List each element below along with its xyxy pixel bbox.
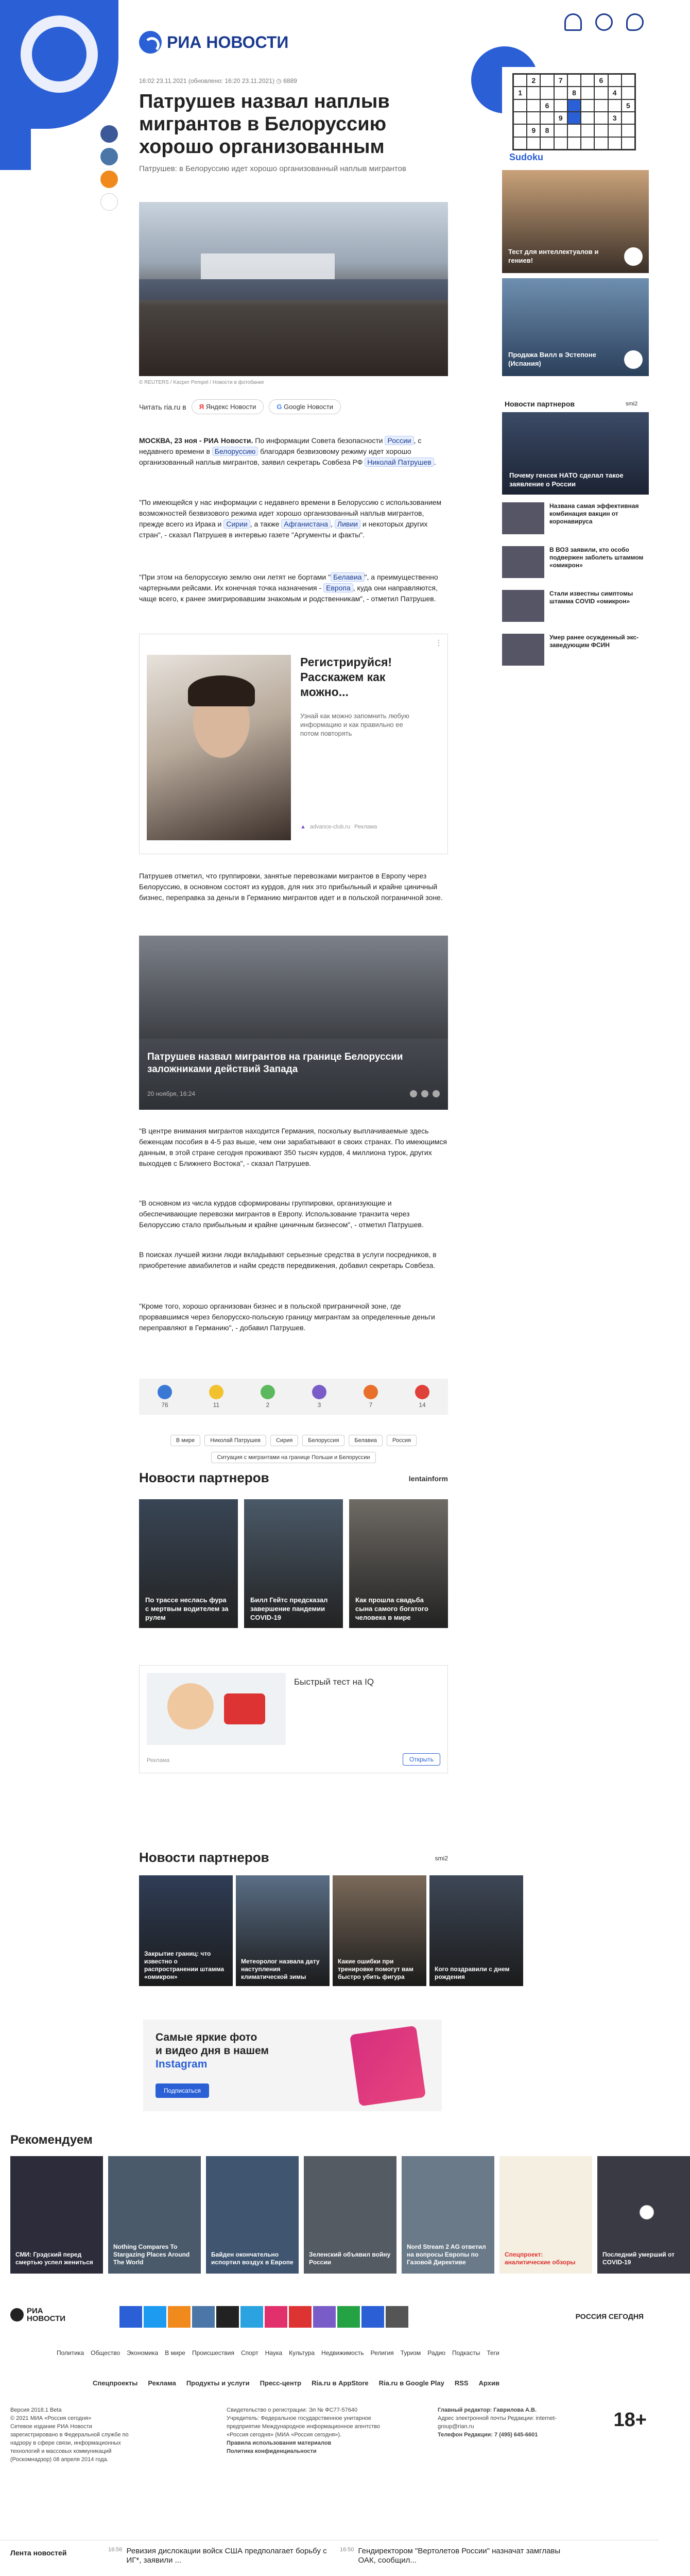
ria-logo-icon xyxy=(139,31,162,54)
sudoku-cell xyxy=(622,74,635,87)
sudoku-cell: 3 xyxy=(608,112,622,124)
sudoku-cell xyxy=(594,99,608,112)
google-news-label: Google Новости xyxy=(284,403,333,411)
sidebar-card-caption: Тест для интеллектуалов и гениев! xyxy=(508,248,599,264)
sudoku-cell xyxy=(594,87,608,99)
sudoku-cell xyxy=(622,124,635,137)
inline-tag-libya[interactable]: Ливии xyxy=(335,519,360,529)
sudoku-cell xyxy=(527,87,540,99)
ticker-text: Ревизия дислокации войск США предполагает борьбу с ИГ*, заявили ... xyxy=(126,2547,327,2565)
reaction-button[interactable] xyxy=(312,1385,326,1409)
partner-news-card[interactable] xyxy=(139,1499,238,1628)
sudoku-cell: 4 xyxy=(608,87,622,99)
sudoku-cell xyxy=(622,87,635,99)
reaction-count: 14 xyxy=(419,1401,426,1409)
sudoku-cell xyxy=(554,124,567,137)
footer-nav-link[interactable]: Теги xyxy=(487,2349,499,2357)
partners2-title: Новости партнеров xyxy=(139,1850,269,1865)
sudoku-cell: 8 xyxy=(540,124,554,137)
article-paragraph-8: "Кроме того, хорошо организован бизнес и в польской приграничной зоне, где прорвавшимся через белорусско-польскую границу мигрантам за определенные деньги переправляют в Германию", - добавил Патрушев. xyxy=(139,1302,435,1332)
recommend-card[interactable] xyxy=(402,2156,494,2274)
footer-nav-link[interactable]: Политика xyxy=(57,2349,84,2357)
article-paragraph-1 xyxy=(139,435,448,468)
tag-item[interactable]: Белавиа xyxy=(349,1435,383,1446)
sudoku-cell xyxy=(581,112,594,124)
sudoku-cell: 8 xyxy=(567,87,581,99)
article-main-photo xyxy=(139,202,448,376)
partner-news-caption: Билл Гейтс предсказал завершение пандемии COVID-19 xyxy=(250,1596,328,1621)
footer-nav-link[interactable]: Религия xyxy=(370,2349,394,2357)
social-link-icon[interactable] xyxy=(386,2306,408,2328)
sudoku-ad[interactable] xyxy=(502,67,641,165)
sudoku-cell: 2 xyxy=(527,74,540,87)
sidebar-news-item[interactable] xyxy=(502,546,649,578)
header-icons xyxy=(564,13,644,31)
sudoku-cell xyxy=(554,137,567,149)
instagram-promo-text xyxy=(156,2031,269,2071)
ad-photo xyxy=(147,655,291,840)
google-news-button[interactable]: G Google Новости xyxy=(269,399,341,414)
footer-nav2-link[interactable]: Ria.ru в AppStore xyxy=(312,2379,369,2387)
inline-ad[interactable] xyxy=(139,634,448,854)
chat-icon[interactable] xyxy=(626,13,644,31)
sudoku-cell xyxy=(554,87,567,99)
reaction-emoji-icon xyxy=(209,1385,223,1399)
brand-decoration-ring xyxy=(21,15,98,93)
tag-item[interactable]: Белоруссия xyxy=(302,1435,344,1446)
sudoku-cell: 9 xyxy=(554,112,567,124)
social-link-icon[interactable] xyxy=(119,2306,142,2328)
iq-ad-image xyxy=(147,1673,286,1745)
smi2-logo[interactable]: smi2 xyxy=(435,1855,448,1862)
tag-list xyxy=(139,1435,448,1446)
footer-nav-link[interactable]: Экономика xyxy=(127,2349,159,2357)
reaction-count: 76 xyxy=(161,1401,168,1409)
sidebar-lead-news[interactable] xyxy=(502,412,649,495)
sidebar-news-text: В ВОЗ заявили, кто особо подвержен заболеть штаммом «омикрон» xyxy=(549,546,644,569)
instagram-line: и видео дня в нашем xyxy=(156,2045,269,2057)
age-rating: 18+ xyxy=(613,2409,647,2431)
footer-rules-link[interactable]: Правила использования материалов xyxy=(227,2440,332,2446)
sidebar-ad-card[interactable] xyxy=(502,170,649,273)
reaction-button[interactable] xyxy=(415,1385,429,1409)
partner-news-caption: Как прошла свадьба сына самого богатого человека в мире xyxy=(355,1596,428,1621)
sudoku-cell xyxy=(594,112,608,124)
sudoku-cell xyxy=(581,74,594,87)
iq-ad-label: Реклама xyxy=(147,1757,170,1764)
sudoku-cell: 6 xyxy=(594,74,608,87)
partner-news-caption: Закрытие границ: что известно о распространении штамма «омикрон» xyxy=(144,1950,225,1980)
sidebar-news-thumb xyxy=(502,590,544,622)
sudoku-title: Sudoku xyxy=(509,152,543,162)
sidebar-smi2-logo[interactable]: smi2 xyxy=(626,401,638,407)
sudoku-cell xyxy=(608,74,622,87)
text-span: благодаря безвизовому режиму идет хорошо организованный наплыв мигрантов, заявил секретарь Совбеза РФ xyxy=(139,447,411,466)
ticker-label[interactable]: Лента новостей xyxy=(10,2549,67,2557)
footer-nav-link[interactable]: Спорт xyxy=(241,2349,258,2357)
sudoku-grid xyxy=(512,73,636,150)
sudoku-cell xyxy=(527,137,540,149)
article-paragraph-3 xyxy=(139,572,448,604)
sidebar-news-thumb xyxy=(502,546,544,578)
ticker-item-2[interactable] xyxy=(340,2547,561,2565)
sudoku-cell xyxy=(540,137,554,149)
sudoku-cell xyxy=(540,74,554,87)
partner-news-card[interactable] xyxy=(349,1499,448,1628)
footer-nav2-link[interactable]: Архив xyxy=(478,2379,499,2387)
inline-tag-belavia[interactable]: Белавиа xyxy=(331,572,365,582)
sudoku-cell xyxy=(581,99,594,112)
user-icon[interactable] xyxy=(564,13,582,31)
partners-title: Новости партнеров xyxy=(139,1470,269,1485)
reaction-emoji-icon xyxy=(364,1385,378,1399)
recommend-caption: Байден окончательно испортил воздух в Европе xyxy=(211,2251,294,2266)
ticker-text: Гендиректором "Вертолетов России" назначат замглавы ОАК, сообщил... xyxy=(358,2547,561,2565)
footer-nav-link[interactable]: Наука xyxy=(265,2349,283,2357)
sudoku-cell xyxy=(527,112,540,124)
article-paragraph-7: В поисках лучшей жизни люди вкладывают серьезные средства в услуги посредников, в приобретение авиабилетов и найм средств передвижения, добавил секретарь Совбеза. xyxy=(139,1250,437,1269)
footer-founder: Учредитель: Федеральное государственное унитарное предприятие Международное информационное агентство «Россия сегодня» (МИА «Россия сегодня»). xyxy=(227,2415,380,2438)
recommend-caption: СМИ: Грэдский перед смертью успел жениться xyxy=(15,2251,93,2266)
recommend-caption: Nord Stream 2 AG ответил на вопросы Европы по Газовой Директиве xyxy=(407,2243,486,2266)
inline-tag-russia[interactable]: России xyxy=(385,436,413,445)
sudoku-cell xyxy=(608,137,622,149)
text-span: , куда они направляются, чаще всего, к ранее эмигрировавшим знакомым и родственникам", - отметил Патрушев. xyxy=(139,584,438,603)
footer-editor: Главный редактор: Гаврилова А.В. xyxy=(438,2407,537,2413)
sidebar-card-caption: Продажа Вилл в Эстепоне (Испания) xyxy=(508,351,596,367)
sudoku-cell: 7 xyxy=(554,74,567,87)
recommend-card[interactable] xyxy=(108,2156,201,2274)
inline-tag-europe[interactable]: Европа xyxy=(323,583,353,592)
footer-nav xyxy=(57,2349,602,2357)
instagram-line: Instagram xyxy=(156,2058,208,2070)
article-paragraph-2 xyxy=(139,497,448,540)
footer-nav-link[interactable]: В мире xyxy=(165,2349,185,2357)
reaction-button[interactable] xyxy=(158,1385,172,1409)
article-paragraph-5: "В центре внимания мигрантов находится Германия, поскольку выплачиваемые здесь беженцам пособия в 4-5 раз выше, чем они зарабатывают в своих странах. По имеющимся данным, в этой стране сегодня проживают 350 тысяч курдов, 4 миллиона турок, других выходцев с Ближнего Востока", - сказал Патрушев. xyxy=(139,1127,447,1167)
footer-nav2-link[interactable]: RSS xyxy=(454,2379,469,2387)
sudoku-cell xyxy=(567,112,581,124)
partner-news-card[interactable] xyxy=(236,1875,330,1986)
social-link-icon[interactable] xyxy=(216,2306,239,2328)
social-link-icon[interactable] xyxy=(144,2306,166,2328)
article-paragraph-4: Патрушев отметил, что группировки, занятые перевозками мигрантов в Европу через Белоруссию, в основном состоят из курдов, для них это прибыльный и крайне циничный бизнес, переправка за деньги в Германию мигрантов идет и в польской пограничной зоне. xyxy=(139,872,443,902)
ok-share-icon[interactable] xyxy=(100,171,118,188)
reaction-count: 3 xyxy=(317,1401,321,1409)
article-subtitle: Патрушев: в Белоруссию идет хорошо организованный наплыв мигрантов xyxy=(139,164,406,173)
footer-nav-link[interactable]: Происшествия xyxy=(192,2349,234,2357)
iq-ad-text: Быстрый тест на IQ xyxy=(294,1677,374,1687)
instagram-logo-icon xyxy=(350,2026,426,2107)
text-span: "По имеющейся у нас информации с недавнего времени в Белоруссию с использованием возможностей безвизового режима идет хорошо организованный наплыв мигрантов, прежде всего из Ирака и xyxy=(139,498,442,528)
reaction-button[interactable] xyxy=(261,1385,275,1409)
sidebar-news-text: Стали известны симптомы штамма COVID «омикрон» xyxy=(549,590,633,605)
sidebar-ad-card[interactable] xyxy=(502,278,649,376)
instagram-promo[interactable] xyxy=(143,2020,442,2111)
ad-label: Реклама xyxy=(354,824,377,830)
social-link-icon[interactable] xyxy=(168,2306,191,2328)
related-article-title: Патрушев назвал мигрантов на границе Белоруссии заложниками действий Запада xyxy=(147,1052,403,1075)
text-span: . xyxy=(434,458,436,466)
tag-migrants-crisis[interactable]: Ситуация с мигрантами на границе Польши и Белоруссии xyxy=(211,1452,375,1463)
instagram-subscribe-button[interactable]: Подписаться xyxy=(156,2083,209,2098)
text-span: "При этом на белорусскую землю они летят не бортами " xyxy=(139,573,331,581)
photo-caption: © REUTERS / Kacper Pempel / Новости в фотобанке xyxy=(139,380,264,385)
sudoku-cell xyxy=(622,112,635,124)
reaction-button[interactable] xyxy=(209,1385,223,1409)
sidebar-news-text: Названа самая эффективная комбинация вакцин от коронавируса xyxy=(549,502,639,525)
partner-news-card[interactable] xyxy=(139,1875,233,1986)
footer-nav2-link[interactable]: Пресс-центр xyxy=(260,2379,302,2387)
facebook-share-icon[interactable] xyxy=(100,125,118,143)
ad-source-logo-icon: ▲ xyxy=(300,824,306,830)
read-on-bar xyxy=(139,399,341,414)
reaction-emoji-icon xyxy=(312,1385,326,1399)
lead-dateline: МОСКВА, 23 ноя - РИА Новости. xyxy=(139,436,253,445)
reaction-count: 11 xyxy=(213,1401,220,1409)
news-ticker xyxy=(0,2540,659,2576)
sudoku-cell: 6 xyxy=(540,99,554,112)
sudoku-cell xyxy=(513,74,527,87)
partner-news-caption: По трассе неслась фура с мертвым водителем за рулем xyxy=(145,1596,229,1621)
sidebar-news-item[interactable] xyxy=(502,502,649,534)
text-span: , а также xyxy=(250,520,282,528)
vk-share-icon[interactable] xyxy=(100,148,118,165)
reaction-button[interactable] xyxy=(364,1385,378,1409)
sudoku-cell: 9 xyxy=(527,124,540,137)
footer-nav-secondary xyxy=(93,2379,499,2387)
sudoku-cell xyxy=(581,87,594,99)
footer-phone: Телефон Редакции: 7 (495) 645-6601 xyxy=(438,2432,538,2438)
ad-text: Узнай как можно запомнить любую информацию и как правильно ее потом повторять xyxy=(300,712,409,737)
footer-legal-col xyxy=(227,2406,402,2455)
inline-tag-belarus[interactable]: Белоруссию xyxy=(212,447,258,456)
footer-copyright: © 2021 МИА «Россия сегодня» xyxy=(10,2415,92,2421)
reaction-emoji-icon xyxy=(158,1385,172,1399)
sudoku-cell xyxy=(622,137,635,149)
sudoku-cell xyxy=(567,74,581,87)
reaction-emoji-icon xyxy=(415,1385,429,1399)
ad-source-row xyxy=(300,824,377,830)
social-link-icon[interactable] xyxy=(313,2306,336,2328)
related-article-card[interactable] xyxy=(139,936,448,1110)
iq-ad-open-button[interactable]: Открыть xyxy=(403,1753,440,1766)
text-span: По информации Совета безопасности xyxy=(253,436,385,445)
footer-about: Сетевое издание РИА Новости зарегистрировано в Федеральной службе по надзору в сфере связи, информационных технологий и массовых коммуникаций (Роскомнадзор) 08 апреля 2014 года. xyxy=(10,2424,129,2463)
sidebar-partners-title: Новости партнеров xyxy=(505,400,575,408)
arrow-right-icon xyxy=(624,350,643,369)
yandex-news-label: Яндекс Новости xyxy=(205,403,256,411)
social-link-icon[interactable] xyxy=(192,2306,215,2328)
ticker-item-1[interactable] xyxy=(108,2547,330,2565)
footer-about-col xyxy=(10,2406,139,2464)
ad-source[interactable]: advance-club.ru xyxy=(309,824,351,830)
recommend-card[interactable] xyxy=(304,2156,396,2274)
sidebar-news-text: Умер ранее осужденный экс-заведующим ФСИН xyxy=(549,634,639,649)
ad-title: Регистрируйся! Расскажем как можно... xyxy=(300,655,392,699)
recommend-caption: Последний умерший от COVID-19 xyxy=(602,2251,675,2266)
social-link-icon[interactable] xyxy=(265,2306,287,2328)
ticker-time: 16:56 xyxy=(108,2547,123,2553)
text-span: и некоторых других стран", - сказал Патрушев в интервью газете "Аргументы и факты". xyxy=(139,520,428,539)
inline-tag-afghanistan[interactable]: Афганистана xyxy=(281,519,331,529)
sudoku-cell xyxy=(567,99,581,112)
recommend-title: Рекомендуем xyxy=(10,2133,93,2147)
sidebar-news-item[interactable] xyxy=(502,634,649,666)
related-share-row xyxy=(410,1090,440,1097)
text-span: , с недавнего времени в xyxy=(139,436,422,455)
sudoku-cell xyxy=(608,99,622,112)
footer-logo-icon xyxy=(10,2308,24,2321)
sudoku-cell xyxy=(581,137,594,149)
inline-tag-syria[interactable]: Сирии xyxy=(223,519,250,529)
tag-item[interactable]: Россия xyxy=(387,1435,417,1446)
yandex-news-button[interactable]: Я Яндекс Новости xyxy=(192,399,264,414)
footer-nav-link[interactable]: Культура xyxy=(289,2349,315,2357)
recommend-card[interactable] xyxy=(206,2156,299,2274)
recommend-caption: Спецпроект: аналитические обзоры xyxy=(505,2251,576,2266)
text-span: ", а преимущественно чартерными рейсами. Их конечная точка назначения - xyxy=(139,573,438,592)
instagram-line: Самые яркие фото xyxy=(156,2031,257,2043)
article-title: Патрушев назвал наплыв мигрантов в Белоруссию хорошо организованным xyxy=(139,91,390,158)
social-link-icon[interactable] xyxy=(361,2306,384,2328)
sudoku-cell xyxy=(594,124,608,137)
partner-news-caption: Кого поздравили с днем рождения xyxy=(435,1965,510,1980)
recommend-card[interactable] xyxy=(10,2156,103,2274)
related-article-date: 20 ноября, 16:24 xyxy=(147,1090,196,1097)
footer-contacts-col xyxy=(438,2406,577,2439)
footer-nav2-link[interactable]: Реклама xyxy=(148,2379,176,2387)
footer-registration: Свидетельство о регистрации: Эл № ФС77-57640 xyxy=(227,2407,358,2413)
footer-logo[interactable] xyxy=(10,2307,66,2323)
sudoku-cell xyxy=(581,124,594,137)
reaction-count: 2 xyxy=(266,1401,270,1409)
share-icon[interactable] xyxy=(410,1090,417,1097)
carousel-next-arrow-icon[interactable] xyxy=(640,2205,654,2219)
text-span: , xyxy=(331,520,335,528)
recommend-caption: Зеленский объявил войну России xyxy=(309,2251,391,2266)
partner-news-caption: Метеоролог назвала дату наступления климатической зимы xyxy=(241,1958,320,1980)
footer-privacy-link[interactable]: Политика конфиденциальности xyxy=(227,2448,317,2454)
social-link-icon[interactable] xyxy=(240,2306,263,2328)
ad-menu-icon[interactable]: ⋮ xyxy=(435,638,442,647)
footer-nav-link[interactable]: Общество xyxy=(91,2349,120,2357)
social-link-icon[interactable] xyxy=(289,2306,312,2328)
sudoku-cell xyxy=(527,99,540,112)
footer-nav-link[interactable]: Радио xyxy=(427,2349,445,2357)
ria-logo[interactable] xyxy=(139,31,288,54)
social-link-icon[interactable] xyxy=(337,2306,360,2328)
share-icon[interactable] xyxy=(421,1090,428,1097)
sidebar-news-thumb xyxy=(502,634,544,666)
sudoku-cell xyxy=(594,137,608,149)
sudoku-cell: 1 xyxy=(513,87,527,99)
partner-news-caption: Какие ошибки при тренировке помогут вам быстро убить фигура xyxy=(338,1958,413,1980)
sudoku-cell xyxy=(513,124,527,137)
sudoku-cell xyxy=(513,137,527,149)
sudoku-cell xyxy=(554,99,567,112)
sudoku-cell xyxy=(540,87,554,99)
footer-nav2-link[interactable]: Ria.ru в Google Play xyxy=(378,2379,444,2387)
logo-text: РИА НОВОСТИ xyxy=(167,32,289,52)
footer-nav2-link[interactable]: Продукты и услуги xyxy=(186,2379,250,2387)
reaction-emoji-icon xyxy=(261,1385,275,1399)
rs-logo[interactable]: РОССИЯ СЕГОДНЯ xyxy=(575,2312,644,2320)
share-icon[interactable] xyxy=(433,1090,440,1097)
sidebar-lead-caption: Почему генсек НАТО сделал такое заявление о России xyxy=(509,471,624,488)
reaction-count: 7 xyxy=(369,1401,373,1409)
lentainform-logo[interactable]: lentainform xyxy=(408,1475,448,1483)
tag-list-wide xyxy=(139,1452,448,1463)
footer-nav-link[interactable]: Недвижимость xyxy=(321,2349,364,2357)
sidebar-news-item[interactable] xyxy=(502,590,649,622)
tag-item[interactable]: Николай Патрушев xyxy=(204,1435,266,1446)
search-icon[interactable] xyxy=(595,13,613,31)
footer-email[interactable]: Адрес электронной почты Редакции: internet-group@rian.ru xyxy=(438,2415,557,2430)
footer-nav-link[interactable]: Подкасты xyxy=(452,2349,480,2357)
sudoku-cell: 5 xyxy=(622,99,635,112)
article-meta: 16:02 23.11.2021 (обновлено: 16:20 23.11.2021) ◷ 6889 xyxy=(139,77,297,84)
iq-test-ad[interactable] xyxy=(139,1665,448,1773)
footer-nav2-link[interactable]: Спецпроекты xyxy=(93,2379,138,2387)
footer-nav-link[interactable]: Туризм xyxy=(400,2349,421,2357)
sudoku-cell xyxy=(513,99,527,112)
sudoku-cell xyxy=(513,112,527,124)
footer-logo-text: РИА НОВОСТИ xyxy=(27,2307,66,2323)
reactions-bar xyxy=(139,1379,448,1415)
ticker-time: 16:50 xyxy=(340,2547,354,2553)
more-share-icon[interactable] xyxy=(100,193,118,211)
article-paragraph-6: "В основном из числа курдов сформированы группировки, организующие и обеспечивающие перевозки мигрантов в Европу. Использование транзита через Белоруссию стало прибыльным и крайне циничным бизнесом", - отметил Патрушев. xyxy=(139,1199,424,1229)
recommend-caption: Nothing Compares To Stargazing Places Around The World xyxy=(113,2243,190,2266)
sudoku-cell xyxy=(608,124,622,137)
arrow-right-icon xyxy=(624,247,643,266)
recommend-card[interactable] xyxy=(499,2156,592,2274)
partner-news-card[interactable] xyxy=(244,1499,343,1628)
sudoku-cell xyxy=(540,112,554,124)
sudoku-cell xyxy=(567,124,581,137)
read-on-label: Читать ria.ru в xyxy=(139,402,186,411)
tag-item[interactable]: Сирия xyxy=(270,1435,298,1446)
sidebar-news-thumb xyxy=(502,502,544,534)
partner-news-card[interactable] xyxy=(429,1875,523,1986)
footer-version: Версия 2018.1 Beta xyxy=(10,2407,62,2413)
partner-news-card[interactable] xyxy=(333,1875,426,1986)
inline-tag-patrushev[interactable]: Николай Патрушев xyxy=(365,457,434,467)
sudoku-cell xyxy=(567,137,581,149)
tag-item[interactable]: В мире xyxy=(170,1435,200,1446)
